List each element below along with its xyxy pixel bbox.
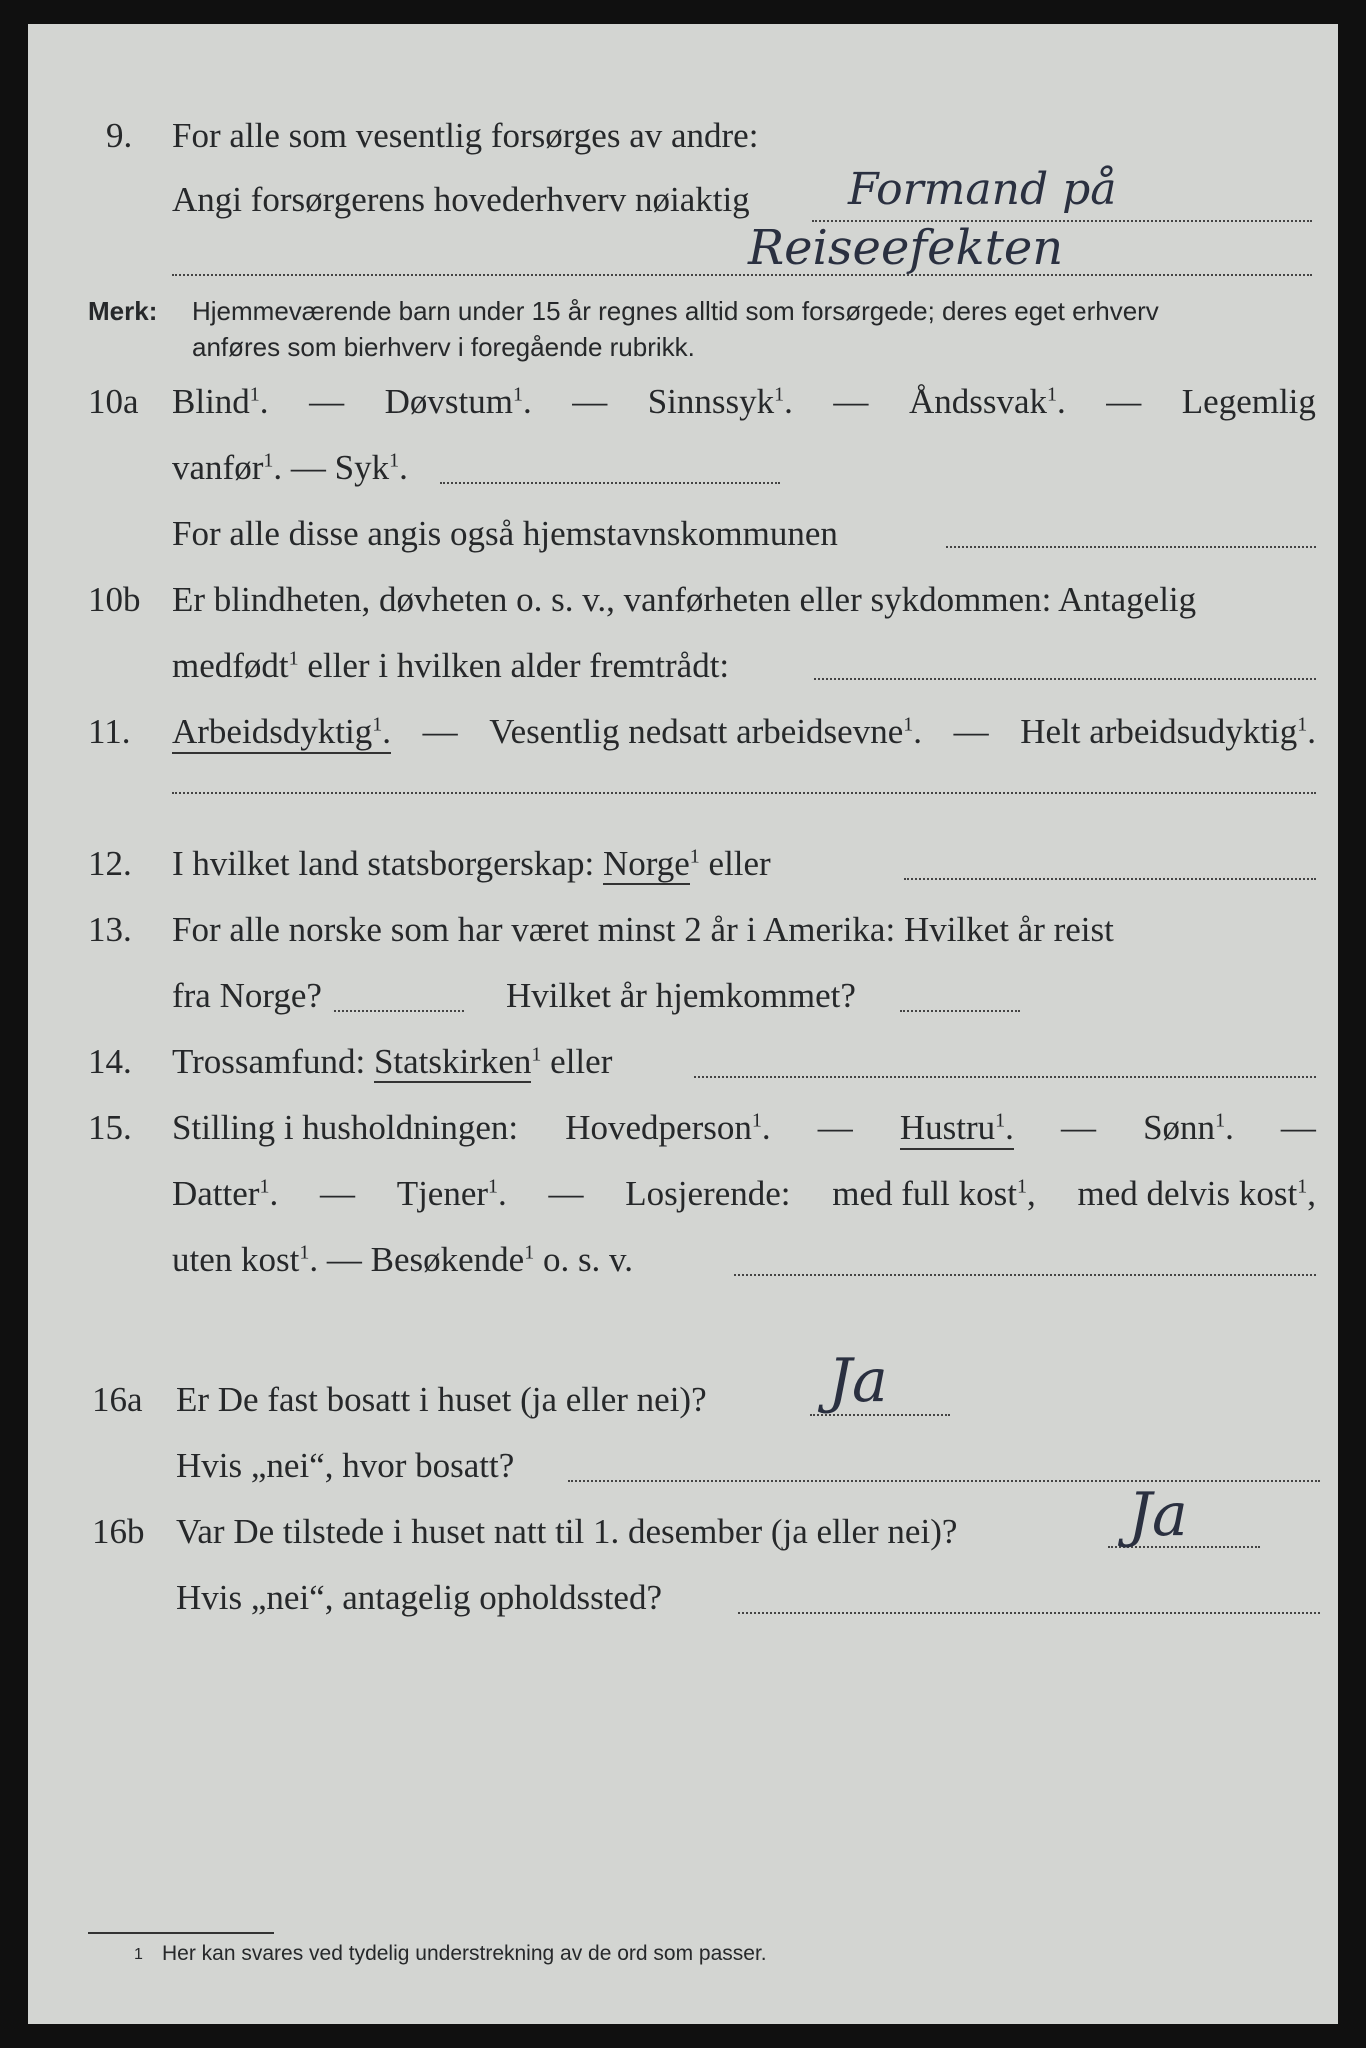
q16b-line1: Var De tilstede i huset natt til 1. desember (ja eller nei)? bbox=[176, 1512, 958, 1551]
q10a-blind: Blind$^1$. bbox=[172, 382, 269, 421]
footnote-mark: 1 bbox=[134, 1946, 143, 1963]
q14-answer-line bbox=[694, 1076, 1316, 1078]
q16b-handwritten-answer: Ja bbox=[1128, 1480, 1188, 1550]
q13-year-left-line bbox=[334, 1010, 464, 1012]
q10a-kommune-line bbox=[946, 546, 1316, 548]
q9-handwritten-answer-1: Formand på bbox=[848, 164, 1117, 215]
q12-line: I hvilket land statsborgerskap: Norge$^1$ eller bbox=[172, 844, 771, 883]
q10b-number: 10b bbox=[88, 580, 141, 619]
q9-handwritten-answer-2: Reiseefekten bbox=[748, 220, 1064, 276]
q13-line2a: fra Norge? bbox=[172, 976, 322, 1015]
q10b-line2: medfødt$^1$ eller i hvilken alder fremtrådt: bbox=[172, 646, 730, 685]
q11-arbeidsdyktig-underlined: Arbeidsdyktig$^1$. bbox=[172, 712, 391, 754]
q10a-legemlig: Legemlig bbox=[1181, 382, 1316, 421]
q12-number: 12. bbox=[88, 844, 132, 883]
merk-line1: Hjemmeværende barn under 15 år regnes alltid som forsørgede; deres eget erhverv bbox=[192, 296, 1159, 326]
q10a-line2: vanfør$^1$. — Syk$^1$. bbox=[172, 448, 408, 487]
q11-line bbox=[172, 792, 1316, 794]
q14-number: 14. bbox=[88, 1042, 132, 1081]
q15-line1: Stilling i husholdningen: Hovedperson$^1$. — Hustru$^1$. — Sønn$^1$. — bbox=[172, 1108, 1316, 1150]
q15-hustru-underlined: Hustru$^1$. bbox=[900, 1108, 1014, 1150]
q9-line1: For alle som vesentlig forsørges av andre: bbox=[172, 116, 759, 155]
q13-line1: For alle norske som har været minst 2 år i Amerika: Hvilket år reist bbox=[172, 910, 1114, 949]
q16a-bosatt-line bbox=[568, 1480, 1320, 1482]
census-form-page bbox=[28, 24, 1338, 2024]
q13-number: 13. bbox=[88, 910, 132, 949]
q10a-line1: Blind$^1$. — Døvstum$^1$. — Sinnssyk$^1$. — Åndssvak$^1$. — Legemlig bbox=[172, 382, 1316, 421]
q16b-line2: Hvis „nei“, antagelig opholdssted? bbox=[176, 1578, 662, 1617]
q12-answer-line bbox=[904, 878, 1316, 880]
q15-number: 15. bbox=[88, 1108, 132, 1147]
merk-label: Merk: bbox=[88, 296, 158, 326]
q9-number: 9. bbox=[106, 116, 133, 155]
footnote-text: Her kan svares ved tydelig understrekning av de ord som passer. bbox=[162, 1942, 767, 1965]
q10a-syk-line bbox=[440, 482, 780, 484]
q15-answer-line bbox=[734, 1274, 1316, 1276]
footnote-rule bbox=[88, 1932, 274, 1934]
q10b-line bbox=[814, 678, 1316, 680]
q10b-line1: Er blindheten, døvheten o. s. v., vanførheten eller sykdommen: Antagelig bbox=[172, 580, 1197, 619]
q16a-handwritten-answer: Ja bbox=[828, 1346, 888, 1416]
q10a-sinnssyk: Sinnssyk$^1$. bbox=[647, 382, 793, 421]
q16a-line1: Er De fast bosatt i huset (ja eller nei)? bbox=[176, 1380, 707, 1419]
q16a-number: 16a bbox=[92, 1380, 143, 1419]
q9-answer-line-2 bbox=[172, 274, 1312, 276]
q10a-andssvak: Åndssvak$^1$. bbox=[908, 382, 1066, 421]
q16b-number: 16b bbox=[92, 1512, 145, 1551]
q10a-line3: For alle disse angis også hjemstavnskommunen bbox=[172, 514, 838, 553]
q11-line1: Arbeidsdyktig$^1$. — Vesentlig nedsatt arbeidsevne$^1$. — Helt arbeidsudyktig$^1$. bbox=[172, 712, 1316, 754]
q14-statskirken-underlined: Statskirken bbox=[373, 1042, 532, 1081]
q9-line2: Angi forsørgerens hovederhverv nøiaktig bbox=[172, 180, 750, 219]
q16b-opholdssted-line bbox=[738, 1612, 1320, 1614]
q13-year-right-line bbox=[900, 1010, 1020, 1012]
q16a-line2: Hvis „nei“, hvor bosatt? bbox=[176, 1446, 515, 1485]
q10a-dovstum: Døvstum$^1$. bbox=[384, 382, 532, 421]
q14-line: Trossamfund: Statskirken$^1$ eller bbox=[172, 1042, 613, 1081]
q11-number: 11. bbox=[88, 712, 131, 751]
q15-line2: Datter$^1$. — Tjener$^1$. — Losjerende: med full kost$^1$, med delvis kost$^1$, bbox=[172, 1174, 1316, 1213]
q13-line2b: Hvilket år hjemkommet? bbox=[506, 976, 856, 1015]
q10a-number: 10a bbox=[88, 382, 139, 421]
q15-line3: uten kost$^1$. — Besøkende$^1$ o. s. v. bbox=[172, 1240, 634, 1279]
merk-line2: anføres som bierhverv i foregående rubrikk. bbox=[192, 332, 695, 362]
q12-norge-underlined: Norge bbox=[602, 844, 690, 883]
